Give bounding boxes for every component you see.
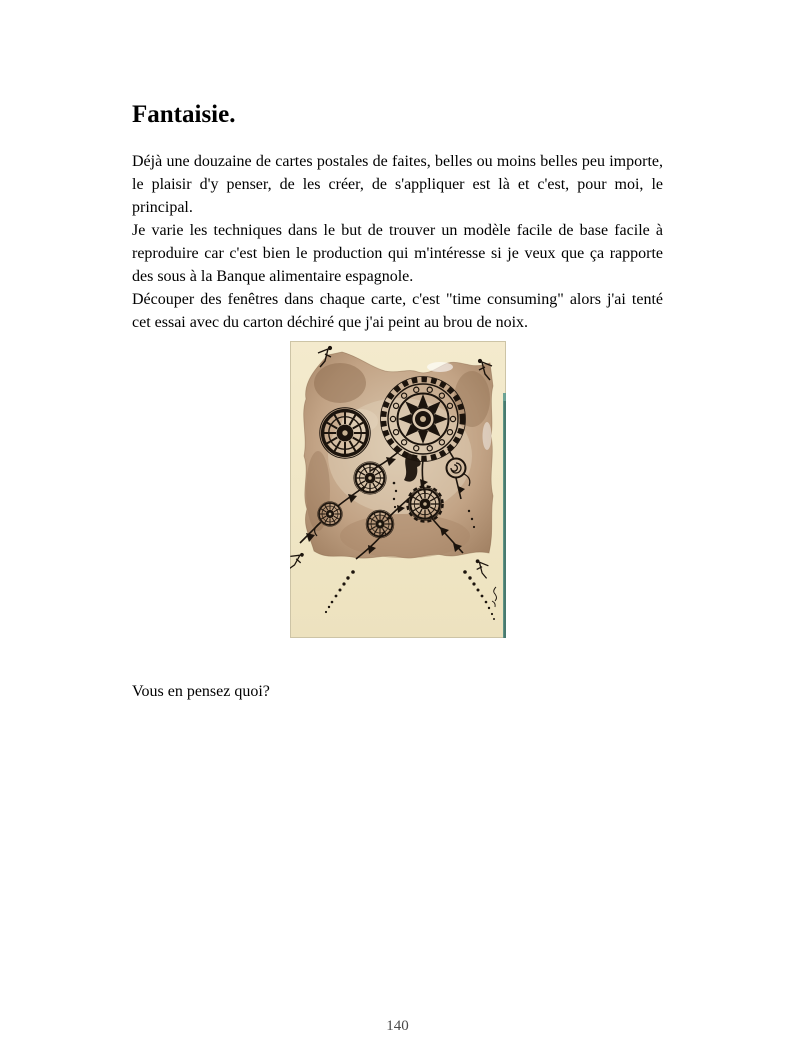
page-content — [132, 0, 663, 703]
body-text — [132, 150, 663, 334]
left-wheel-motif — [319, 408, 369, 458]
paragraph: Je varie les techniques dans le but de trouver un modèle facile de base facile à reproduire car c'est bien le production qui m'intéresse si je veux que ça rapporte des sous à la Banque alimentaire espagnole. — [132, 222, 663, 285]
page-title: Fantaisie. — [132, 101, 236, 128]
paragraph: Déjà une douzaine de cartes postales de faites, belles ou moins belles peu importe, le plaisir d'y penser, de les créer, de s'appliquer est là et c'est, pour moi, le principal. — [132, 153, 663, 216]
figure-wrapper — [132, 341, 663, 638]
artwork-photo — [290, 341, 506, 638]
closing-question: Vous en pensez quoi? — [132, 683, 270, 700]
scan-edge — [503, 393, 506, 638]
page-number: 140 — [386, 1018, 409, 1034]
paragraph: Découper des fenêtres dans chaque carte, c'est "time consuming" alors j'ai tenté cet essai avec du carton déchiré que j'ai peint au brou de noix. — [132, 291, 663, 331]
